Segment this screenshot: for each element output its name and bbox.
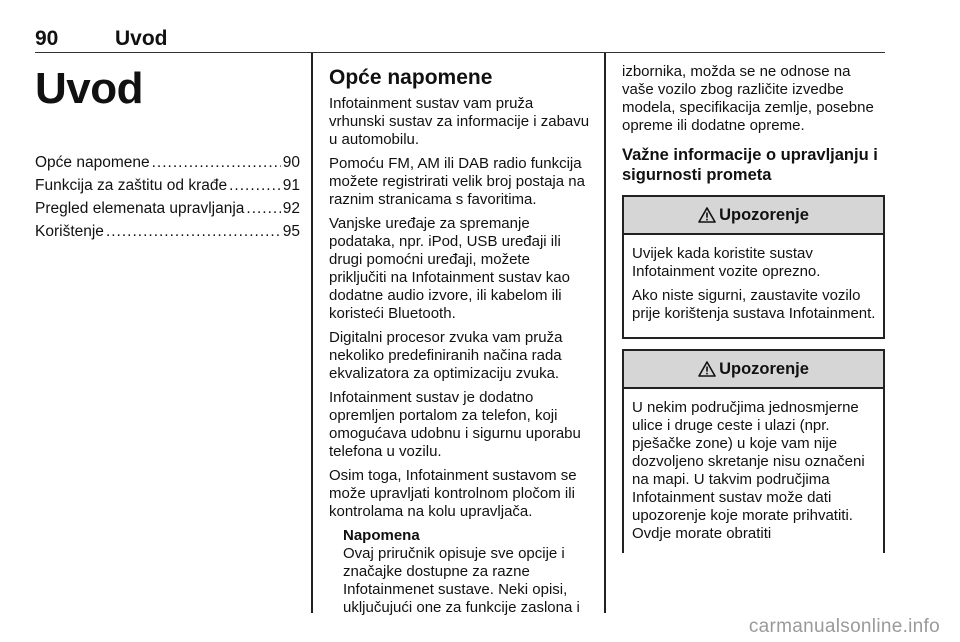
page-number: 90 bbox=[35, 27, 59, 50]
toc-entry[interactable] bbox=[35, 197, 300, 220]
toc-leader-dots bbox=[106, 220, 281, 243]
warning-header bbox=[624, 197, 883, 235]
toc-leader-dots bbox=[246, 197, 280, 220]
warning-paragraph: Uvijek kada koristite sustav Infotainment vozite oprezno. bbox=[632, 245, 821, 280]
toc-leader-dots bbox=[229, 174, 281, 197]
warning-title: Upozorenje bbox=[719, 359, 809, 378]
toc-entry-page: 92 bbox=[282, 200, 300, 217]
watermark: carmanualsonline.info bbox=[748, 616, 940, 637]
warning-box bbox=[622, 349, 885, 553]
toc-entry[interactable] bbox=[35, 174, 300, 197]
column-divider bbox=[311, 53, 313, 613]
toc-entry-page: 90 bbox=[282, 154, 300, 171]
warning-paragraph: U nekim područjima jednosmjerne ulice i druge ceste i ulazi (npr. pješačke zone) u koje vam nije dozvoljeno skretanje nisu označeni na mapi. U takvim područjima Infotainment sustav može dati upozorenje koje morate prihvatiti. Ovdje morate obratiti bbox=[632, 399, 865, 542]
warning-box bbox=[622, 195, 885, 339]
warning-body bbox=[624, 389, 883, 553]
warning-paragraph: Ako niste sigurni, zaustavite vozilo prije korištenja sustava Infotainment. bbox=[632, 287, 876, 322]
note-text: Ovaj priručnik opisuje sve opcije i značajke dostupne za razne Infotainmenet sustave. Neki opisi, uključujući one za funkcije zaslona i bbox=[343, 545, 580, 616]
warning-title: Upozorenje bbox=[719, 205, 809, 224]
toc-column bbox=[35, 53, 300, 243]
note-title: Napomena bbox=[343, 527, 420, 544]
warning-triangle-icon bbox=[698, 207, 716, 223]
toc-entry-label: Opće napomene bbox=[35, 154, 150, 171]
warning-triangle-icon bbox=[698, 361, 716, 377]
section-title: Opće napomene bbox=[329, 66, 493, 89]
continued-paragraph: izbornika, možda se ne odnose na vaše vozilo zbog različite izvedbe modela, specifikacija zemlje, posebne opreme ili dodatne opreme. bbox=[622, 63, 874, 134]
toc-entry[interactable] bbox=[35, 151, 300, 174]
table-of-contents bbox=[35, 151, 300, 243]
page-header bbox=[35, 27, 885, 51]
column-divider bbox=[604, 53, 606, 613]
warning-body bbox=[624, 235, 883, 337]
toc-entry-page: 91 bbox=[282, 177, 300, 194]
safety-subheading: Važne informacije o upravljanju i sigurnosti prometa bbox=[622, 146, 878, 184]
toc-entry-label: Korištenje bbox=[35, 223, 104, 240]
chapter-title: Uvod bbox=[35, 64, 143, 113]
body-paragraph: Digitalni procesor zvuka vam pruža nekoliko predefiniranih načina rada ekvalizatora za optimizaciju zvuka. bbox=[329, 329, 563, 382]
section-column bbox=[329, 53, 591, 617]
warning-header bbox=[624, 351, 883, 389]
toc-entry-label: Funkcija za zaštitu od krađe bbox=[35, 177, 228, 194]
body-paragraph: Pomoću FM, AM ili DAB radio funkcija možete registrirati velik broj postaja na raznim stranicama s favoritima. bbox=[329, 155, 585, 208]
body-paragraph: Infotainment sustav je dodatno opremljen portalom za telefon, koji omogućava udobnu i sigurnu uporabu telefona u vozilu. bbox=[329, 389, 581, 460]
toc-entry-label: Pregled elemenata upravljanja bbox=[35, 200, 245, 217]
body-paragraph: Vanjske uređaje za spremanje podataka, npr. iPod, USB uređaji ili drugi pomoćni uređaji, možete priključiti na Infotainment sustav kao dodatne audio izvore, ili kabelom ili koristeći Bluetooth. bbox=[329, 215, 570, 322]
toc-entry-page: 95 bbox=[282, 223, 300, 240]
toc-entry[interactable] bbox=[35, 220, 300, 243]
header-title: Uvod bbox=[115, 27, 168, 50]
note-block bbox=[343, 527, 591, 617]
safety-column bbox=[622, 53, 885, 553]
body-paragraph: Infotainment sustav vam pruža vrhunski sustav za informacije i zabavu u automobilu. bbox=[329, 95, 590, 148]
toc-leader-dots bbox=[152, 151, 281, 174]
body-paragraph: Osim toga, Infotainment sustavom se može upravljati kontrolnom pločom ili kontrolama na kolu upravljača. bbox=[329, 467, 577, 520]
